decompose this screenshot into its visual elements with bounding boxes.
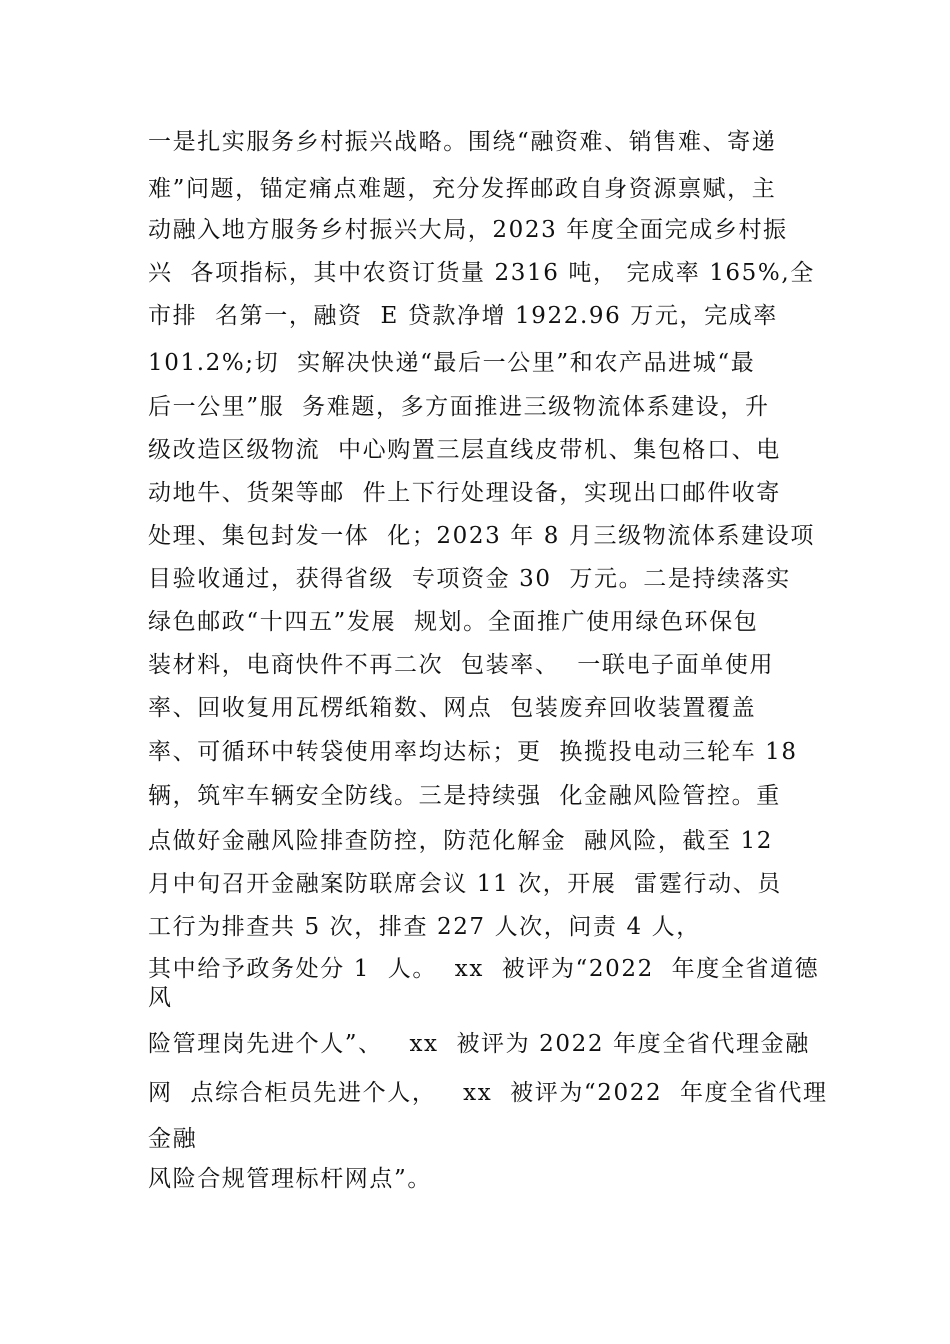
paragraph-line: 处理、集包封发一体 化；2023 年 8 月三级物流体系建设项 [148, 523, 815, 549]
paragraph-line: 网 点综合柜员先进个人， xx 被评为“2022 年度全省代理 [148, 1080, 828, 1106]
paragraph-line: 101.2%;切 实解决快递“最后一公里”和农产品进城“最 [148, 350, 756, 376]
paragraph-line: 其中给予政务处分 1 人。 xx 被评为“2022 年度全省道德 [148, 956, 820, 982]
paragraph-line: 级改造区级物流 中心购置三层直线皮带机、集包格口、电 [148, 437, 781, 463]
paragraph-line: 动地牛、货架等邮 件上下行处理设备，实现出口邮件收寄 [148, 480, 781, 506]
paragraph-line: 后一公里”服 务难题，多方面推进三级物流体系建设，升 [148, 394, 770, 420]
paragraph-line: 率、回收复用瓦楞纸箱数、网点 包装废弃回收装置覆盖 [148, 695, 757, 721]
paragraph-line: 装材料，电商快件不再二次 包装率、 一联电子面单使用 [148, 652, 775, 678]
paragraph-line: 辆，筑牢车辆安全防线。三是持续强 化金融风险管控。重 [148, 783, 781, 809]
paragraph-line: 难”问题，锚定痛点难题，充分发挥邮政自身资源禀赋，主 [148, 176, 777, 202]
paragraph-line: 动融入地方服务乡村振兴大局，2023 年度全面完成乡村振 [148, 217, 788, 243]
paragraph-line: 风险合规管理标杆网点”。 [148, 1166, 432, 1192]
paragraph-line: 风 [148, 985, 173, 1011]
paragraph-line: 险管理岗先进个人”、 xx 被评为 2022 年度全省代理金融 [148, 1031, 810, 1057]
paragraph-line: 市排 名第一，融资 E 贷款净增 1922.96 万元，完成率 [148, 303, 778, 329]
paragraph-line: 工行为排查共 5 次，排查 227 人次，问责 4 人， [148, 914, 701, 940]
paragraph-line: 率、可循环中转袋使用率均达标；更 换揽投电动三轮车 18 [148, 739, 798, 765]
paragraph-line: 兴 各项指标，其中农资订货量 2316 吨， 完成率 165%,全 [148, 260, 815, 286]
paragraph-line: 月中旬召开金融案防联席会议 11 次，开展 雷霆行动、员 [148, 871, 782, 897]
paragraph-line: 金融 [148, 1126, 198, 1152]
paragraph-line: 目验收通过，获得省级 专项资金 30 万元。二是持续落实 [148, 566, 791, 592]
paragraph-line: 绿色邮政“十四五”发展 规划。全面推广使用绿色环保包 [148, 609, 759, 635]
paragraph-line: 点做好金融风险排查防控，防范化解金 融风险，截至 12 [148, 828, 773, 854]
paragraph-line: 一是扎实服务乡村振兴战略。围绕“融资难、销售难、寄递 [148, 129, 777, 155]
